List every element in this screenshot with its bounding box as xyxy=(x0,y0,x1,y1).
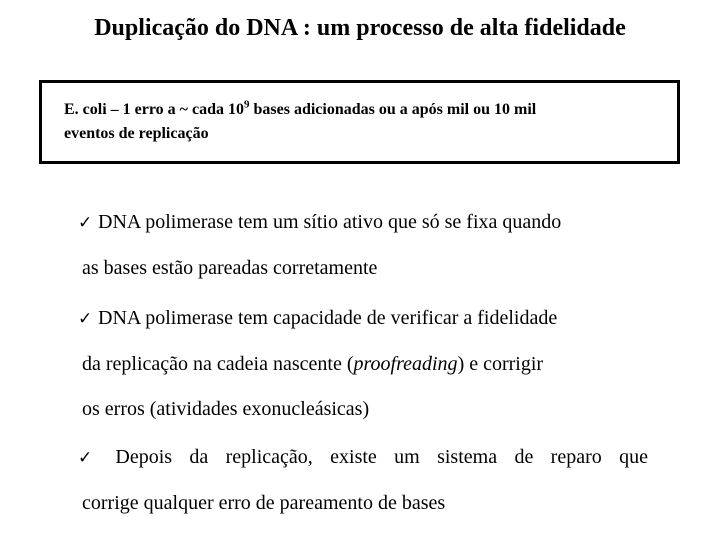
slide-title: Duplicação do DNA : um processo de alta fidelidade xyxy=(94,15,626,41)
bullet-text: DNA polimerase tem capacidade de verificar a fidelidade xyxy=(98,307,558,329)
callout-box xyxy=(39,80,680,164)
bullet-item xyxy=(78,200,648,291)
bullet-text: da replicação na cadeia nascente ( xyxy=(82,353,354,375)
callout-line2: eventos de replicação xyxy=(64,125,209,142)
bullet-line: as bases estão pareadas corretamente xyxy=(82,257,378,279)
bullet-line xyxy=(78,435,648,481)
callout-text xyxy=(64,98,669,146)
checkmark-icon: ✓ xyxy=(78,213,93,233)
bullet-text: Depois da replicação, existe um sistema de reparo que xyxy=(115,446,648,468)
bullet-line xyxy=(78,200,648,246)
callout-line1 xyxy=(64,98,537,118)
checkmark-icon: ✓ xyxy=(78,309,93,329)
bullet-line: os erros (atividades exonucleásicas) xyxy=(82,398,370,420)
bullet-line xyxy=(78,296,648,342)
checkmark-icon: ✓ xyxy=(78,448,93,468)
callout-text-part: E. coli – 1 erro a ~ cada 10 xyxy=(64,101,244,118)
bullet-line: corrige qualquer erro de pareamento de bases xyxy=(82,492,446,514)
proofreading-term: proofreading xyxy=(353,353,458,375)
bullet-text: ) e corrigir xyxy=(457,353,544,375)
callout-text-part: bases adicionadas ou a após mil ou 10 mil xyxy=(249,101,537,118)
bullet-line xyxy=(78,342,648,387)
exponent: 9 xyxy=(244,98,250,111)
bullet-item xyxy=(78,296,648,432)
bullet-text: DNA polimerase tem um sítio ativo que só se fixa quando xyxy=(98,211,562,233)
bullet-item xyxy=(78,435,648,526)
